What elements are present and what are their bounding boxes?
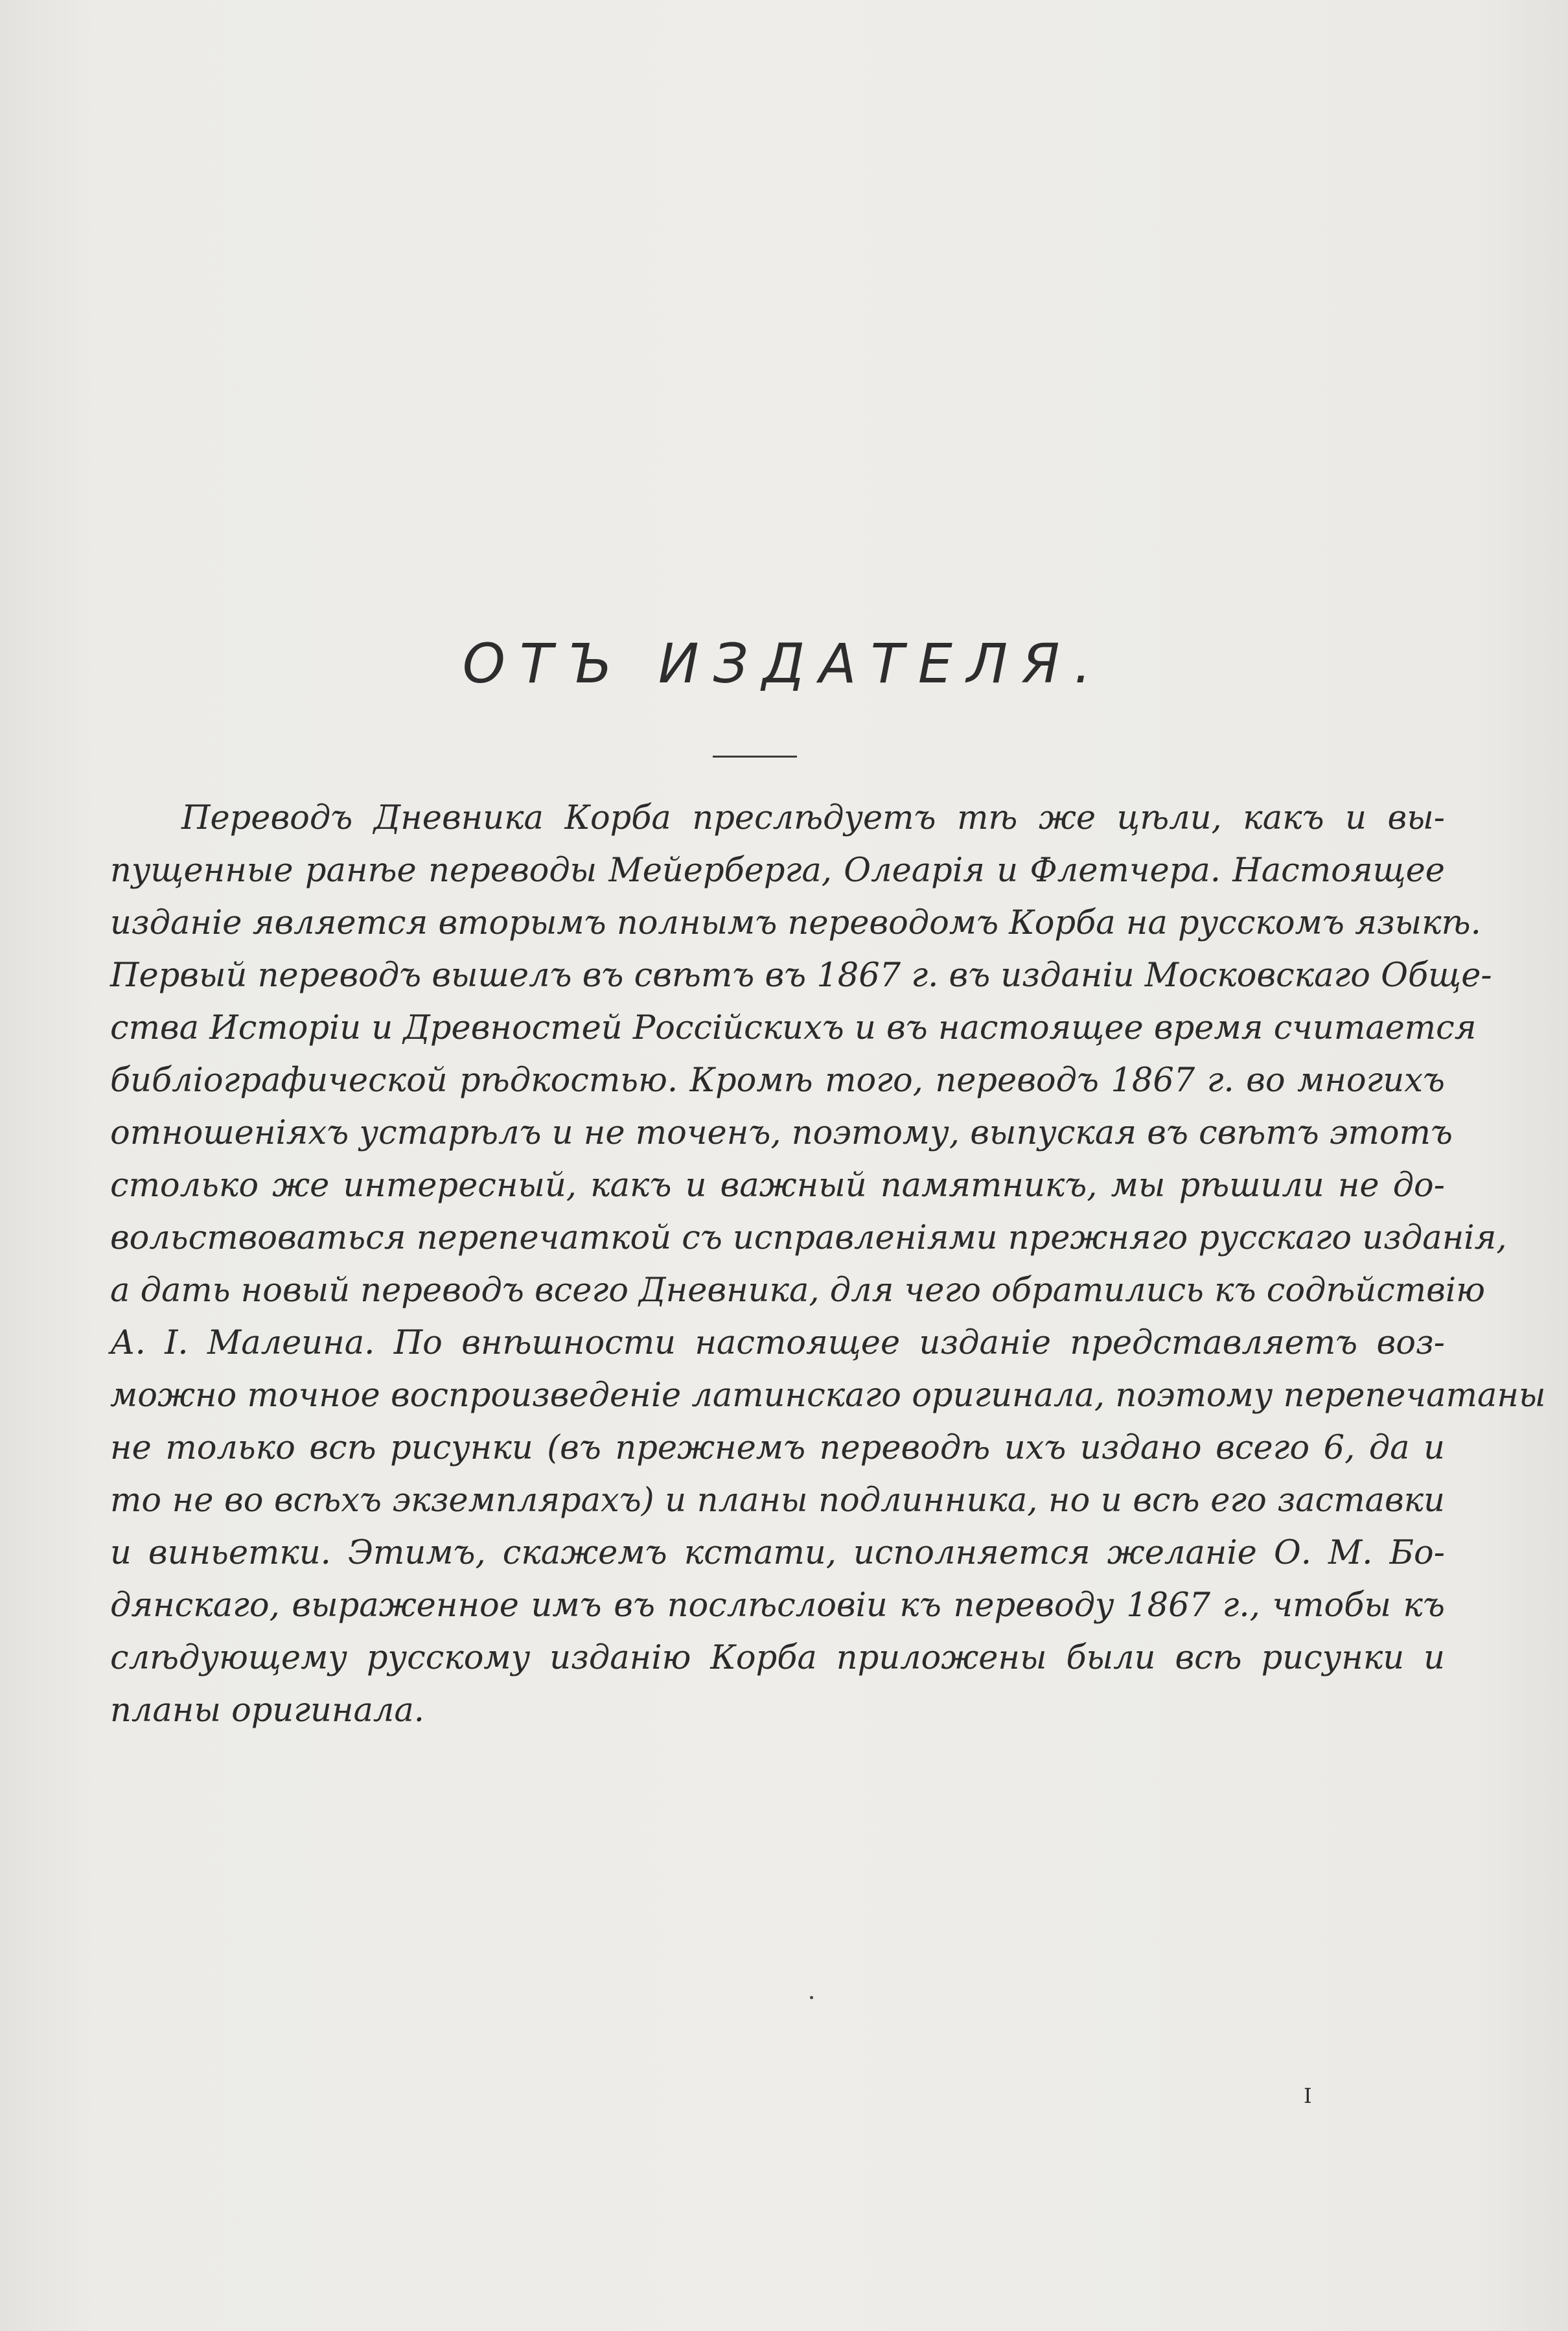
page-title: ОТЪ ИЗДАТЕЛЯ. — [462, 632, 1106, 695]
title-divider — [713, 756, 797, 758]
text-line: и виньетки. Этимъ, скажемъ кстати, исполняется желаніе О. М. Бо- — [110, 1534, 1445, 1572]
text-line: Переводъ Дневника Корба преслѣдуетъ тѣ же цѣли, какъ и вы- — [181, 799, 1445, 837]
text-line: ства Исторіи и Древностей Россійскихъ и въ настоящее время считается — [110, 1009, 1477, 1047]
ink-speck — [810, 1996, 813, 1999]
text-line: изданіе является вторымъ полнымъ переводомъ Корба на русскомъ языкѣ. — [110, 904, 1481, 942]
text-line: не только всѣ рисунки (въ прежнемъ переводѣ ихъ издано всего 6, да и — [110, 1429, 1445, 1467]
text-line: можно точное воспроизведеніе латинскаго оригинала, поэтому перепечатаны — [110, 1376, 1546, 1415]
page-number: I — [1304, 2083, 1312, 2108]
text-line: А. І. Малеина. По внѣшности настоящее изданіе представляетъ воз- — [110, 1324, 1445, 1362]
text-line: Первый переводъ вышелъ въ свѣтъ въ 1867 г. въ изданіи Московскаго Обще- — [110, 957, 1492, 995]
text-line: столько же интересный, какъ и важный памятникъ, мы рѣшили не до- — [110, 1166, 1445, 1205]
text-line: то не во всѣхъ экземплярахъ) и планы подлинника, но и всѣ его заставки — [110, 1481, 1445, 1520]
text-line: а дать новый переводъ всего Дневника, для чего обратились къ содѣйствію — [110, 1271, 1486, 1310]
text-line: пущенные ранѣе переводы Мейерберга, Олеарія и Флетчера. Настоящее — [110, 852, 1445, 890]
text-line: слѣдующему русскому изданію Корба приложены были всѣ рисунки и — [110, 1639, 1445, 1677]
text-line: планы оригинала. — [110, 1691, 424, 1730]
text-line: библіографической рѣдкостью. Кромѣ того, переводъ 1867 г. во многихъ — [110, 1061, 1445, 1100]
text-line: дянскаго, выраженное имъ въ послѣсловіи къ переводу 1867 г., чтобы къ — [110, 1586, 1445, 1625]
text-line: отношеніяхъ устарѣлъ и не точенъ, поэтому, выпуская въ свѣтъ этотъ — [110, 1114, 1453, 1152]
text-line: вольствоваться перепечаткой съ исправленіями прежняго русскаго изданія, — [110, 1219, 1507, 1257]
preface-paragraph — [110, 792, 1546, 1737]
